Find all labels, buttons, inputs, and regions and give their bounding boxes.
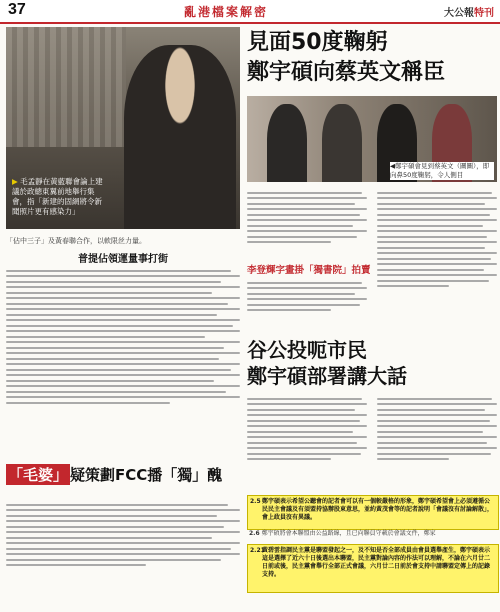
figure-1 xyxy=(267,104,307,182)
excerpt-2-number: 2.21 xyxy=(250,547,265,554)
publisher-edition: 特刊 xyxy=(474,8,494,19)
main-headline-line2: 鄭宇碩向蔡英文稱臣 xyxy=(247,60,446,85)
second-headline-line1: 谷公投呃市民 xyxy=(247,338,367,362)
page-header xyxy=(0,0,500,24)
document-excerpt-1 xyxy=(247,495,499,530)
second-headline xyxy=(247,337,497,389)
document-excerpt-2 xyxy=(247,544,499,593)
right-body-col1 xyxy=(247,188,367,258)
speaker-figure xyxy=(124,45,236,229)
right-body-col1b xyxy=(247,278,367,328)
publisher-mark xyxy=(444,4,494,19)
main-headline-line1: 見面50度鞠躬 xyxy=(247,30,388,55)
left-photo-caption-text: 毛孟靜在黃藍聯會論上建議於政總東翼前地舉行集會，指「新建的固網將令新聞照片更有感染力」 xyxy=(12,177,103,216)
right-body-col2 xyxy=(377,188,497,328)
caption-pointer-icon: ▶ xyxy=(12,177,18,186)
excerpt-1b-number: 2.6 xyxy=(249,530,260,537)
second-headline-line2: 鄭宇碩部署講大話 xyxy=(247,364,407,388)
excerpt-1-number: 2.5 xyxy=(250,498,261,505)
left-intro-quote: 「佔中三子」及黃春聯合作，以軟限丝力量。 xyxy=(6,237,146,245)
publisher-name: 大公報 xyxy=(444,8,474,19)
feature-headline-tag: 「毛婆」 xyxy=(8,466,69,484)
page-number: 37 xyxy=(8,1,26,18)
excerpt-1-text: 鄭宇碩表示希望公聽會的記者會可以有一個較嚴格的形象，鄭宇碩希望會上必須遵循公民民主會議及有須盟持協辦股東意思，並約黃茂會等的記者說明「會議沒有討論解散」，會上政員沒有異議。 xyxy=(262,498,494,521)
sub-headline: 李登輝字畫掛「獨書院」拍賣 xyxy=(247,265,371,276)
feature-headline xyxy=(6,464,240,494)
feature-headline-text: 疑策劃FCC播「獨」醜 xyxy=(70,466,223,484)
right-photo-caption: ◀鄭宇碩會見到蔡英文（圖圖），即向鼻50度鞠躬，令人側目 xyxy=(390,162,494,180)
left-photo-caption xyxy=(12,177,104,217)
main-headline xyxy=(247,28,497,88)
excerpt-1b-text: 鄭宇碩將會本聯盟由公益路線，且已向聯員守載於會議文件，鄭家 xyxy=(261,530,436,537)
left-body-text xyxy=(6,266,240,456)
left-subheading: 普提佔領運量事打街 xyxy=(78,254,168,265)
feature-body-text xyxy=(6,500,240,606)
document-excerpt-1b xyxy=(249,530,495,538)
second-body-col1 xyxy=(247,394,367,489)
crowd-background xyxy=(6,27,126,147)
left-photo xyxy=(6,27,240,229)
second-body-col2 xyxy=(377,394,497,489)
figure-2 xyxy=(322,104,362,182)
excerpt-2-text: 黃碧雲指調民主黨是聯盟發起之一，及不知是否全部成員由會員選舉產生，鄭宇碩表示這是選擇了近六十日後選出本聯盟，民主黨對論內容的作法可以理解，不論在六月廿二日前或後，民主黨會舉行全部正式會議，六月廿二日前於會支持中請聯盟定傳上的記錄支持。 xyxy=(262,547,491,578)
section-title: 亂港檔案解密 xyxy=(184,5,269,19)
